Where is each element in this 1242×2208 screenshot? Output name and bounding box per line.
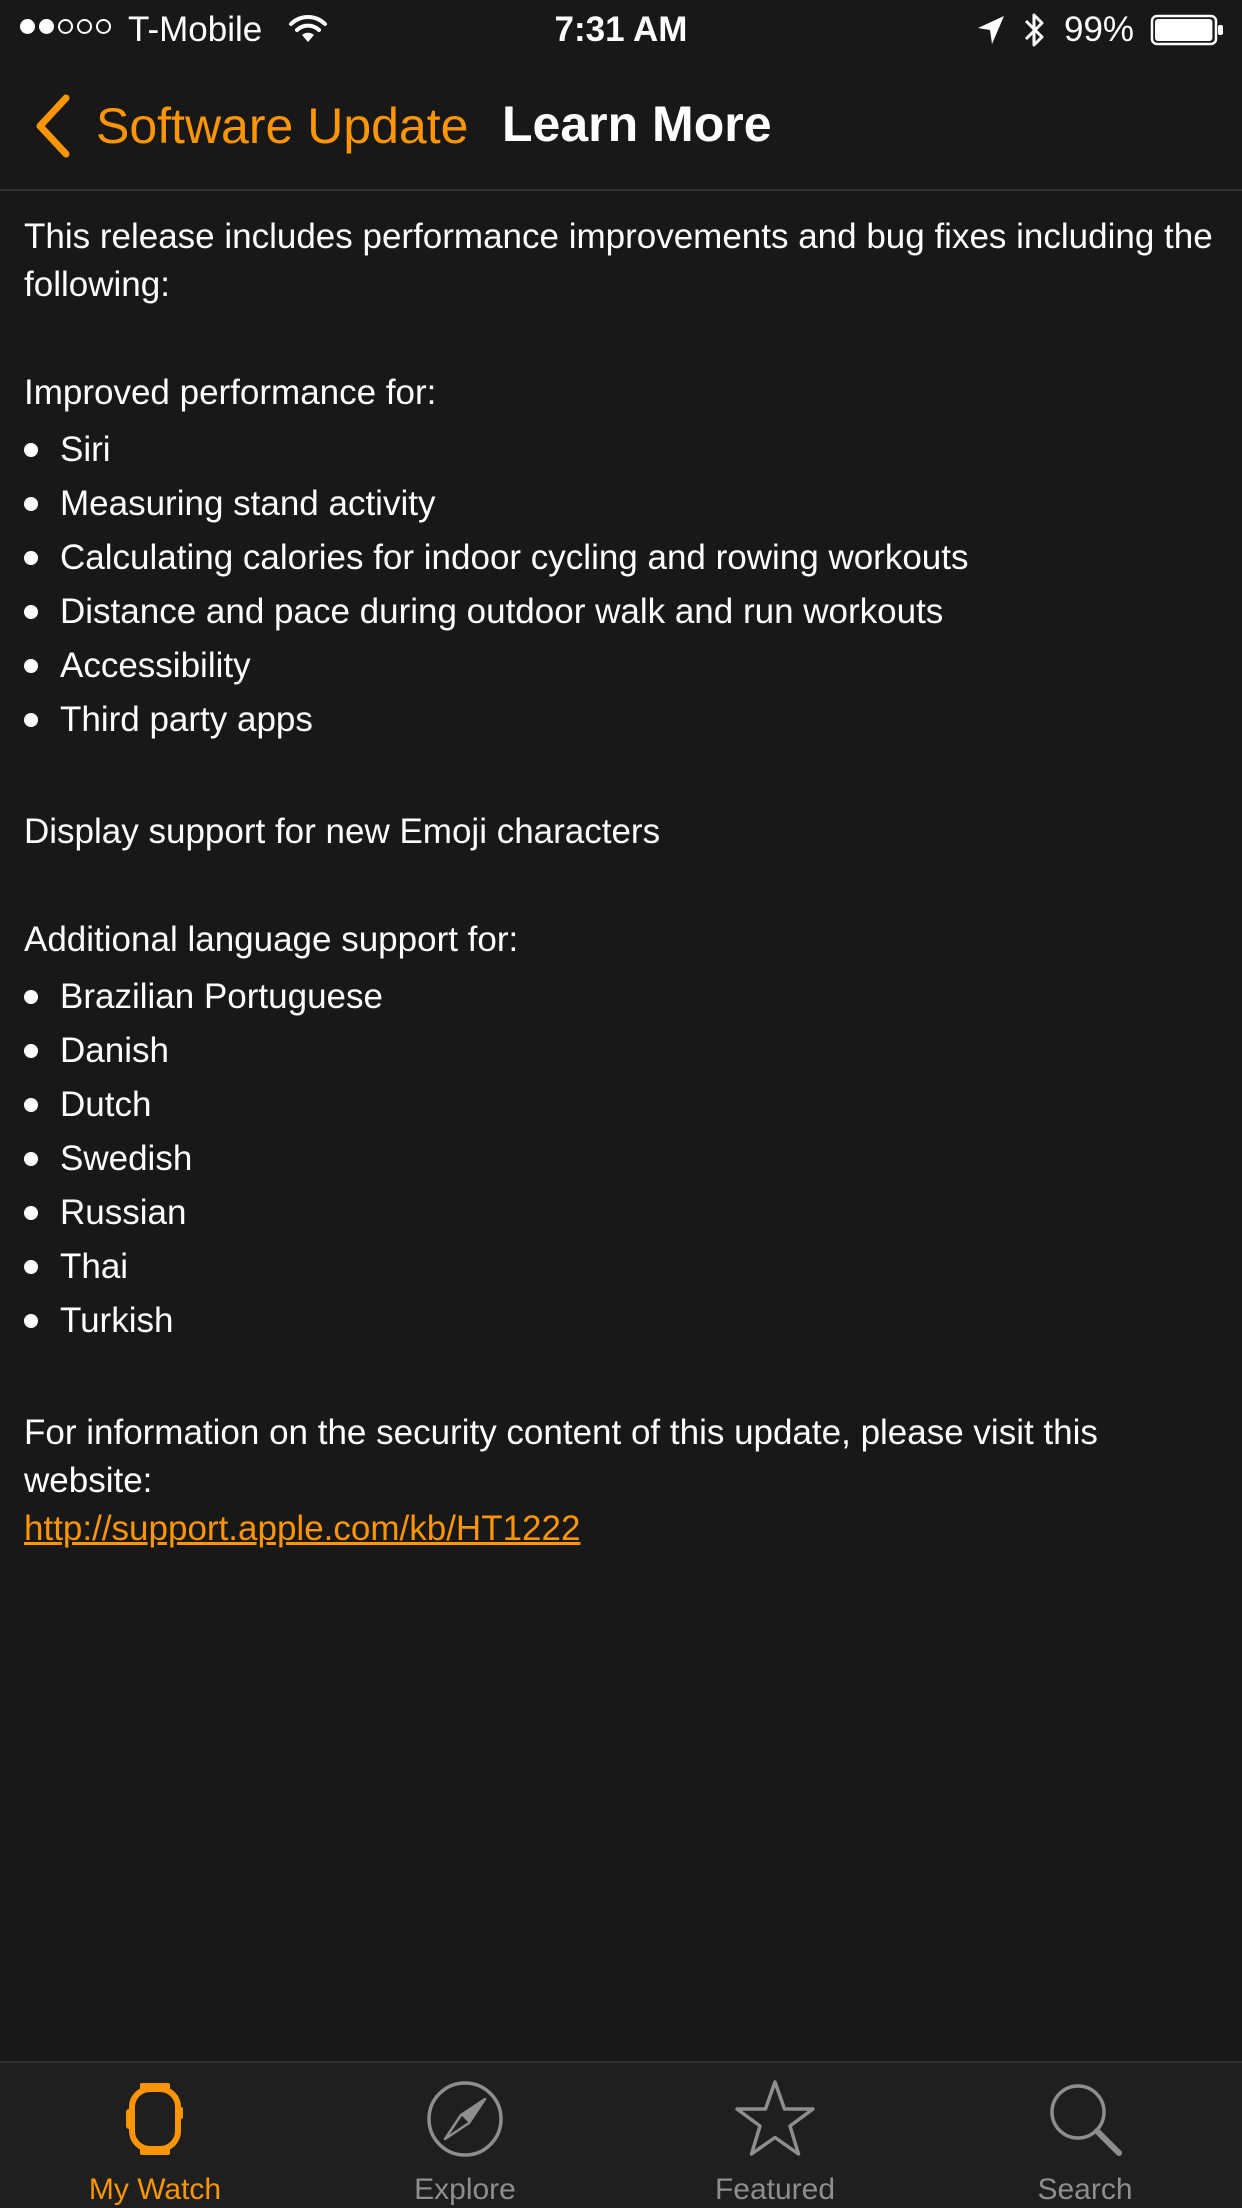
release-notes <box>24 213 1218 1553</box>
list-item: Dutch <box>24 1078 1218 1132</box>
bullet-icon <box>24 1260 38 1274</box>
chevron-left-icon <box>34 94 74 158</box>
tab-my-watch[interactable] <box>0 2063 310 2208</box>
list-item: Third party apps <box>24 693 1218 747</box>
bullet-icon <box>24 990 38 1004</box>
tab-bar <box>0 2061 1242 2208</box>
list-item: Turkish <box>24 1294 1218 1348</box>
battery-percentage: 99% <box>1064 10 1135 49</box>
emoji-support-text: Display support for new Emoji characters <box>24 812 661 851</box>
list-item: Thai <box>24 1240 1218 1294</box>
search-icon <box>1045 2079 1125 2159</box>
bullet-icon <box>24 659 38 673</box>
bullet-icon <box>24 1098 38 1112</box>
bullet-icon <box>24 551 38 565</box>
bullet-icon <box>24 1152 38 1166</box>
back-button[interactable] <box>34 94 468 158</box>
security-info-link[interactable]: http://support.apple.com/kb/HT1222 <box>24 1509 581 1548</box>
navigation-bar <box>0 60 1242 191</box>
tab-label: Search <box>1037 2173 1133 2206</box>
list-item: Accessibility <box>24 639 1218 693</box>
watch-icon <box>120 2081 190 2157</box>
bullet-icon <box>24 713 38 727</box>
list-item: Distance and pace during outdoor walk and run workouts <box>24 585 1218 639</box>
performance-heading: Improved performance for: <box>24 373 437 412</box>
performance-list <box>24 423 1218 747</box>
bullet-icon <box>24 1044 38 1058</box>
list-item: Russian <box>24 1186 1218 1240</box>
tab-label: My Watch <box>88 2173 222 2206</box>
intro-text: This release includes performance improvements and bug fixes including the following: <box>24 217 1213 304</box>
tab-featured[interactable] <box>620 2063 930 2208</box>
bullet-icon <box>24 605 38 619</box>
location-arrow-icon <box>976 14 1006 46</box>
security-info-text: For information on the security content of this update, please visit this website: <box>24 1413 1098 1500</box>
bullet-icon <box>24 1314 38 1328</box>
tab-label: Explore <box>414 2173 516 2206</box>
status-time: 7:31 AM <box>554 10 688 49</box>
list-item: Danish <box>24 1024 1218 1078</box>
list-item: Brazilian Portuguese <box>24 970 1218 1024</box>
tab-search[interactable] <box>930 2063 1240 2208</box>
status-bar <box>0 0 1242 60</box>
carrier-name: T-Mobile <box>128 10 263 49</box>
battery-icon <box>1150 13 1226 47</box>
language-list <box>24 970 1218 1348</box>
bullet-icon <box>24 497 38 511</box>
tab-explore[interactable] <box>310 2063 620 2208</box>
list-item: Swedish <box>24 1132 1218 1186</box>
bullet-icon <box>24 1206 38 1220</box>
tab-label: Featured <box>714 2173 836 2206</box>
list-item: Calculating calories for indoor cycling and rowing workouts <box>24 531 1218 585</box>
compass-icon <box>425 2079 505 2159</box>
back-button-label: Software Update <box>96 98 469 154</box>
list-item: Siri <box>24 423 1218 477</box>
bluetooth-icon <box>1022 10 1048 50</box>
list-item: Measuring stand activity <box>24 477 1218 531</box>
page-title: Learn More <box>502 96 772 152</box>
bullet-icon <box>24 443 38 457</box>
language-heading: Additional language support for: <box>24 920 519 959</box>
star-icon <box>733 2079 817 2159</box>
